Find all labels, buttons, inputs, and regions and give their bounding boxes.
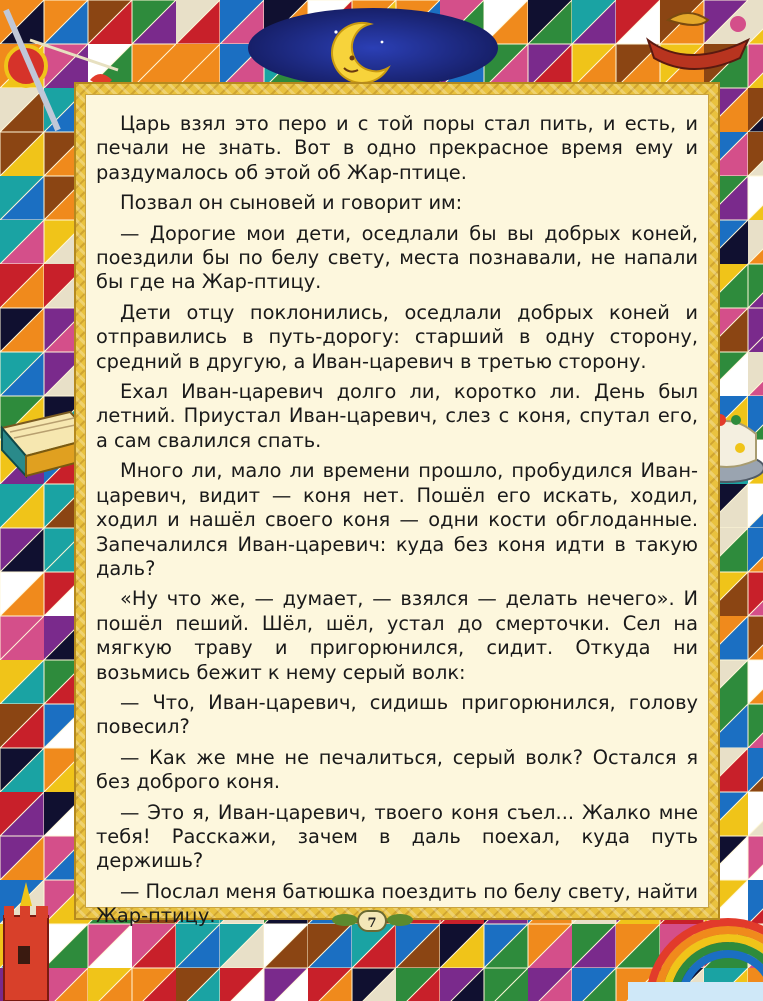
paragraph: Царь взял это перо и с той поры стал пить, и есть, и печали не знать. Вот в одно прекрасное время ему и раздумалось об этой об Жар-птице. — [96, 112, 698, 184]
paragraph: — Это я, Иван-царевич, твоего коня съел... Жалко мне тебя! Расскажи, зачем в даль поехал, куда путь держишь? — [96, 800, 698, 873]
leaf-ornament-icon — [332, 914, 358, 926]
castle-icon — [0, 876, 60, 1001]
paragraph: Дети отцу поклонились, оседлали добрых коней и отправились в путь-дорогу: старший в одну сторону, средний в другую, а Иван-царевич в третью сторону. — [96, 300, 698, 373]
paragraph: — Послал меня батюшка поездить по белу свету, найти Жар-птицу. — [96, 879, 698, 928]
crescent-moon-icon — [322, 18, 394, 90]
paragraph: Много ли, мало ли времени прошло, пробудился Иван-царевич, видит — коня нет. Пошёл его искать, ходил, ходил и нашёл своего коня — одни кости обглоданные. Запечалился Иван-царевич: куда без коня идти в такую даль? — [96, 459, 698, 580]
paragraph: Ехал Иван-царевич долго ли, коротко ли. День был летний. Приустал Иван-царевич, слез с коня, спутал его, а сам свалился спать. — [96, 380, 698, 452]
paragraph: — Что, Иван-царевич, сидишь пригорюнился, голову повесил? — [96, 690, 698, 739]
paragraph: — Как же мне не печалиться, серый волк? Остался я без доброго коня. — [96, 745, 698, 794]
story-text — [96, 112, 698, 935]
leaf-ornament-icon — [387, 914, 413, 926]
paragraph: «Ну что же, — думает, — взялся — делать нечего». И пошёл пеший. Шёл, шёл, устал до смерточки. Сел на мягкую траву и пригорюнился, сидит. Откуда ни возьмись бежит к нему серый волк: — [96, 587, 698, 684]
page-number: 7 — [367, 916, 377, 931]
boat-icon — [628, 0, 763, 80]
page-number-badge — [357, 910, 387, 932]
paragraph: Позвал он сыновей и говорит им: — [120, 191, 463, 215]
paragraph: — Дорогие мои дети, оседлали бы вы добрых коней, поездили бы по белу свету, места познавали, не напали бы где на Жар-птицу. — [96, 221, 698, 294]
